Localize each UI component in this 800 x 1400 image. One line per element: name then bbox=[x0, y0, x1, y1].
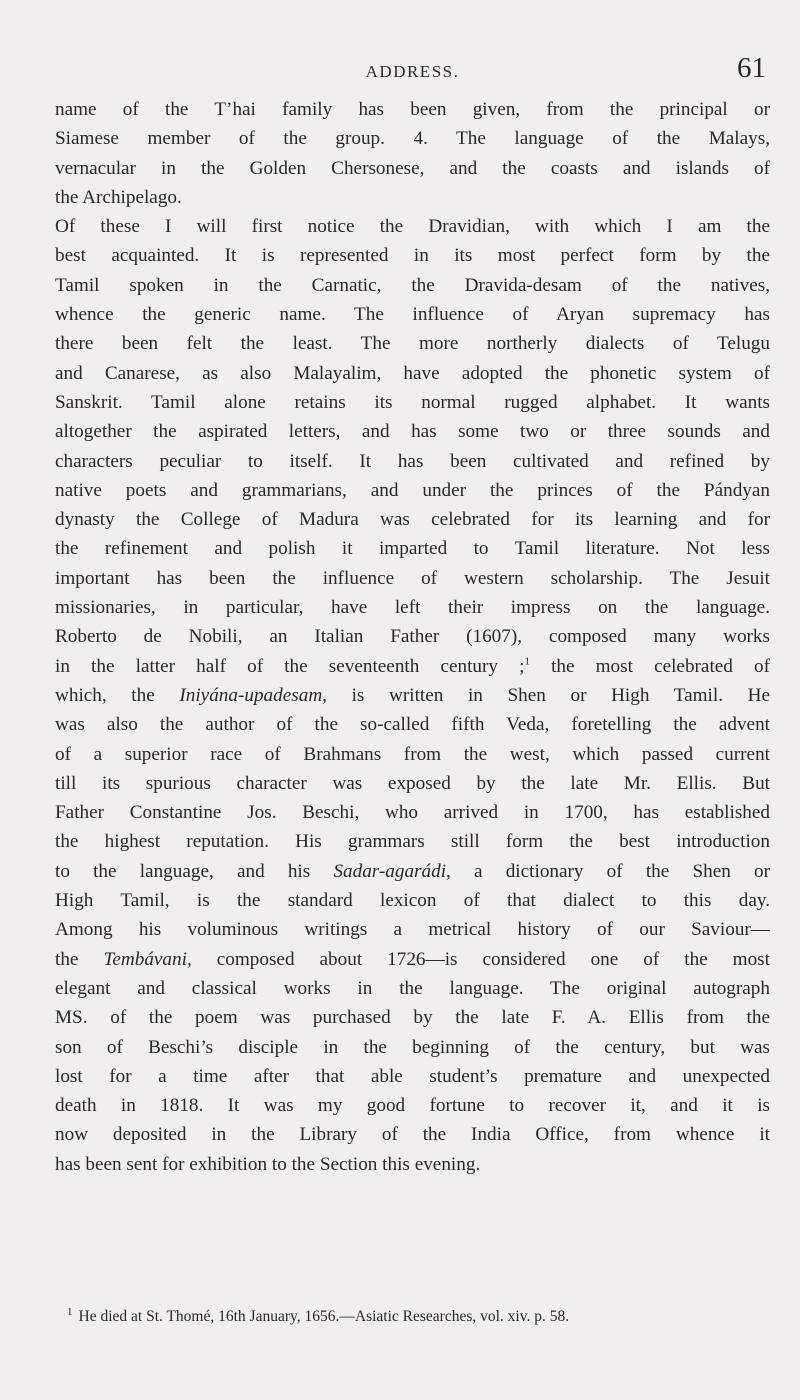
text-segment: which, the bbox=[55, 684, 180, 706]
text-line: now deposited in the Library of the India Office, from whence it bbox=[55, 1124, 770, 1146]
text-line: altogether the aspirated letters, and has some two or three sounds and bbox=[55, 421, 770, 443]
text-line: whence the generic name. The influence of Aryan supremacy has bbox=[55, 304, 770, 326]
text-line: of a superior race of Brahmans from the west, which passed current bbox=[55, 743, 770, 765]
text-segment: the most celebrated of bbox=[529, 655, 770, 677]
text-segment: a dictionary of the Shen or bbox=[450, 860, 771, 882]
text-line bbox=[55, 681, 770, 710]
text-segment: the bbox=[55, 948, 104, 970]
text-line: dynasty the College of Madura was celebrated for its learning and for bbox=[55, 509, 770, 531]
text-line: Siamese member of the group. 4. The language of the Malays, bbox=[55, 128, 770, 150]
text-line bbox=[55, 945, 770, 974]
text-segment: to the language, and his bbox=[55, 860, 334, 882]
text-segment: in the latter half of the seventeenth century ; bbox=[55, 655, 525, 677]
text-line: characters peculiar to itself. It has been cultivated and refined by bbox=[55, 450, 770, 472]
text-line bbox=[55, 857, 770, 886]
text-line: High Tamil, is the standard lexicon of that dialect to this day. bbox=[55, 890, 770, 912]
text-line: the Archipelago. bbox=[55, 186, 182, 208]
text-line: name of the T’hai family has been given, from the principal or bbox=[55, 99, 770, 120]
text-segment: composed about 1726—is considered one of the most bbox=[191, 948, 770, 970]
text-line: vernacular in the Golden Chersonese, and the coasts and islands of bbox=[55, 157, 770, 179]
text-line: was also the author of the so-called fifth Veda, foretelling the advent bbox=[55, 714, 770, 736]
text-line: Tamil spoken in the Carnatic, the Dravida-desam of the natives, bbox=[55, 274, 770, 296]
text-line: there been felt the least. The more northerly dialects of Telugu bbox=[55, 333, 770, 355]
text-line: the highest reputation. His grammars still form the best introduction bbox=[55, 831, 770, 853]
text-line: Of these I will first notice the Dravidian, with which I am the bbox=[55, 216, 770, 238]
text-line: Father Constantine Jos. Beschi, who arrived in 1700, has established bbox=[55, 802, 770, 824]
text-line bbox=[55, 652, 770, 681]
body-text bbox=[55, 95, 770, 1179]
text-line: important has been the influence of western scholarship. The Jesuit bbox=[55, 567, 770, 589]
text-line: native poets and grammarians, and under the princes of the Pándyan bbox=[55, 479, 770, 501]
text-line: death in 1818. It was my good fortune to recover it, and it is bbox=[55, 1095, 770, 1117]
text-line: and Canarese, as also Malayalim, have adopted the phonetic system of bbox=[55, 362, 770, 384]
running-head: ADDRESS. bbox=[365, 62, 460, 81]
footnote-text: He died at St. Thomé, 16th January, 1656.—Asiatic Researches, vol. xiv. p. 58. bbox=[78, 1308, 570, 1325]
footnote bbox=[55, 1306, 770, 1328]
text-line: best acquainted. It is represented in its most perfect form by the bbox=[55, 245, 770, 267]
text-line: Among his voluminous writings a metrical history of our Saviour— bbox=[55, 919, 770, 941]
text-line: missionaries, in particular, have left their impress on the language. bbox=[55, 597, 770, 619]
footnote-reference: 1 bbox=[524, 655, 530, 668]
text-line: the refinement and polish it imparted to Tamil literature. Not less bbox=[55, 538, 770, 560]
work-title: Tembávani, bbox=[103, 948, 192, 970]
page-number: 61 bbox=[737, 52, 766, 84]
text-line: Sanskrit. Tamil alone retains its normal rugged alphabet. It wants bbox=[55, 391, 770, 413]
text-line: till its spurious character was exposed by the late Mr. Ellis. But bbox=[55, 772, 770, 794]
footnote-mark: 1 bbox=[67, 1305, 73, 1318]
page-header bbox=[55, 48, 770, 88]
text-line: lost for a time after that able student’s premature and unexpected bbox=[55, 1065, 770, 1087]
text-line: MS. of the poem was purchased by the late F. A. Ellis from the bbox=[55, 1007, 770, 1029]
work-title: Sadar-agarádi, bbox=[333, 860, 451, 882]
text-segment: is written in Shen or High Tamil. He bbox=[326, 684, 770, 706]
text-line: son of Beschi’s disciple in the beginning of the century, but was bbox=[55, 1036, 770, 1058]
text-line: has been sent for exhibition to the Section this evening. bbox=[55, 1153, 481, 1175]
work-title: Iniyána-upadesam, bbox=[179, 684, 327, 706]
text-line: elegant and classical works in the language. The original autograph bbox=[55, 977, 770, 999]
text-line: Roberto de Nobili, an Italian Father (1607), composed many works bbox=[55, 626, 770, 648]
